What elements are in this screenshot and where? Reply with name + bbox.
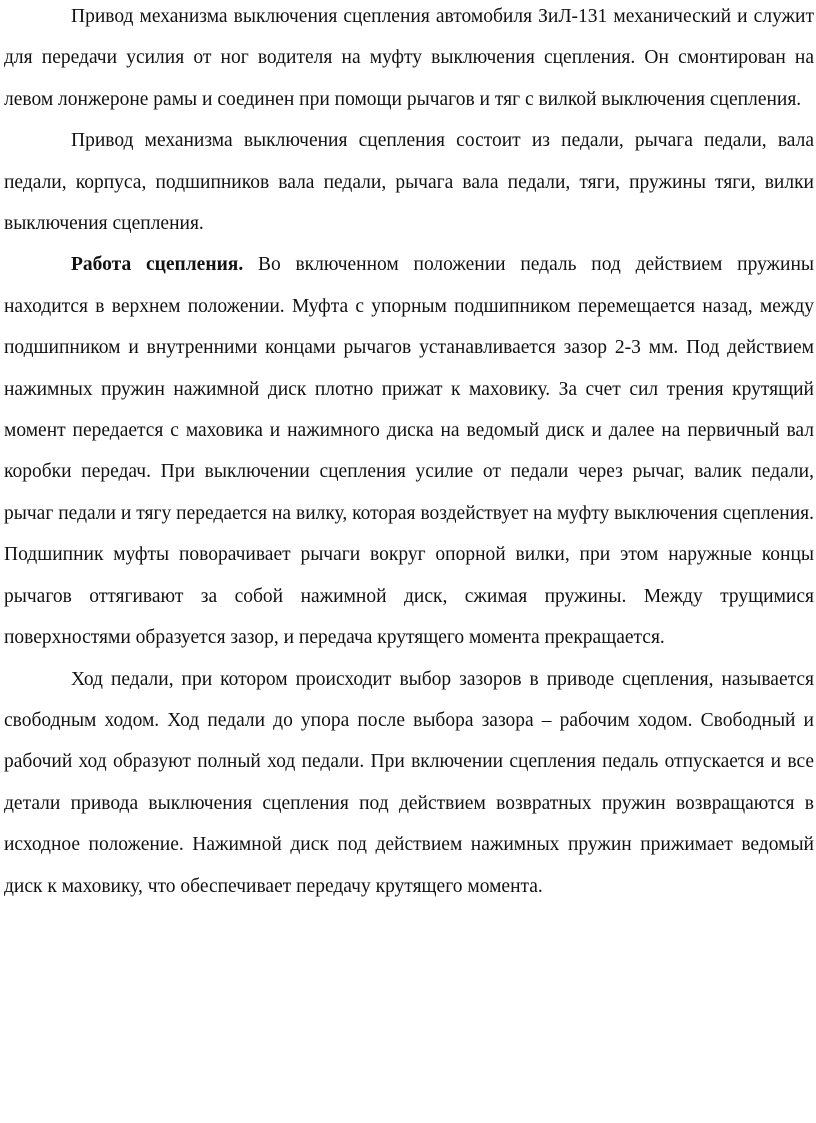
paragraph-text: Привод механизма выключения сцепления автомобиля ЗиЛ-131 механический и служит для передачи усилия от ног водителя на муфту выключения сцепления. Он смонтирован на левом лонжероне рамы и соединен при помощи рычагов и тяг с вилкой выключения сцепления. (4, 6, 814, 110)
paragraph-clutch-drive-components (4, 120, 814, 244)
paragraph-clutch-operation (4, 244, 814, 658)
paragraph-text: Во включенном положении педаль под действием пружины находится в верхнем положении. Муфта с упорным подшипником перемещается назад, между подшипником и внутренними концами рычагов устанавливается зазор 2-3 мм. Под действием нажимных пружин нажимной диск плотно прижат к маховику. За счет сил трения крутящий момент передается с маховика и нажимного диска на ведомый диск и далее на первичный вал коробки передач. При выключении сцепления усилие от педали через рычаг, валик педали, рычаг педали и тягу передается на вилку, которая воздействует на муфту выключения сцепления. Подшипник муфты поворачивает рычаги вокруг опорной вилки, при этом наружные концы рычагов оттягивают за собой нажимной диск, сжимая пружины. Между трущимися поверхностями образуется зазор, и передача крутящего момента прекращается. (4, 254, 815, 649)
section-heading: Работа сцепления. (71, 254, 244, 276)
paragraph-clutch-drive-description (4, 0, 814, 120)
paragraph-pedal-travel (4, 659, 814, 907)
paragraph-text: Ход педали, при котором происходит выбор зазоров в приводе сцепления, называется свободным ходом. Ход педали до упора после выбора зазора – рабочим ходом. Свободный и рабочий ход образуют полный ход педали. При включении сцепления педаль отпускается и все детали привода выключения сцепления под действием возвратных пружин возвращаются в исходное положение. Нажимной диск под действием нажимных пружин прижимает ведомый диск к маховику, что обеспечивает передачу крутящего момента. (4, 668, 814, 897)
paragraph-text: Привод механизма выключения сцепления состоит из педали, рычага педали, вала педали, корпуса, подшипников вала педали, рычага вала педали, тяги, пружины тяги, вилки выключения сцепления. (4, 130, 814, 235)
